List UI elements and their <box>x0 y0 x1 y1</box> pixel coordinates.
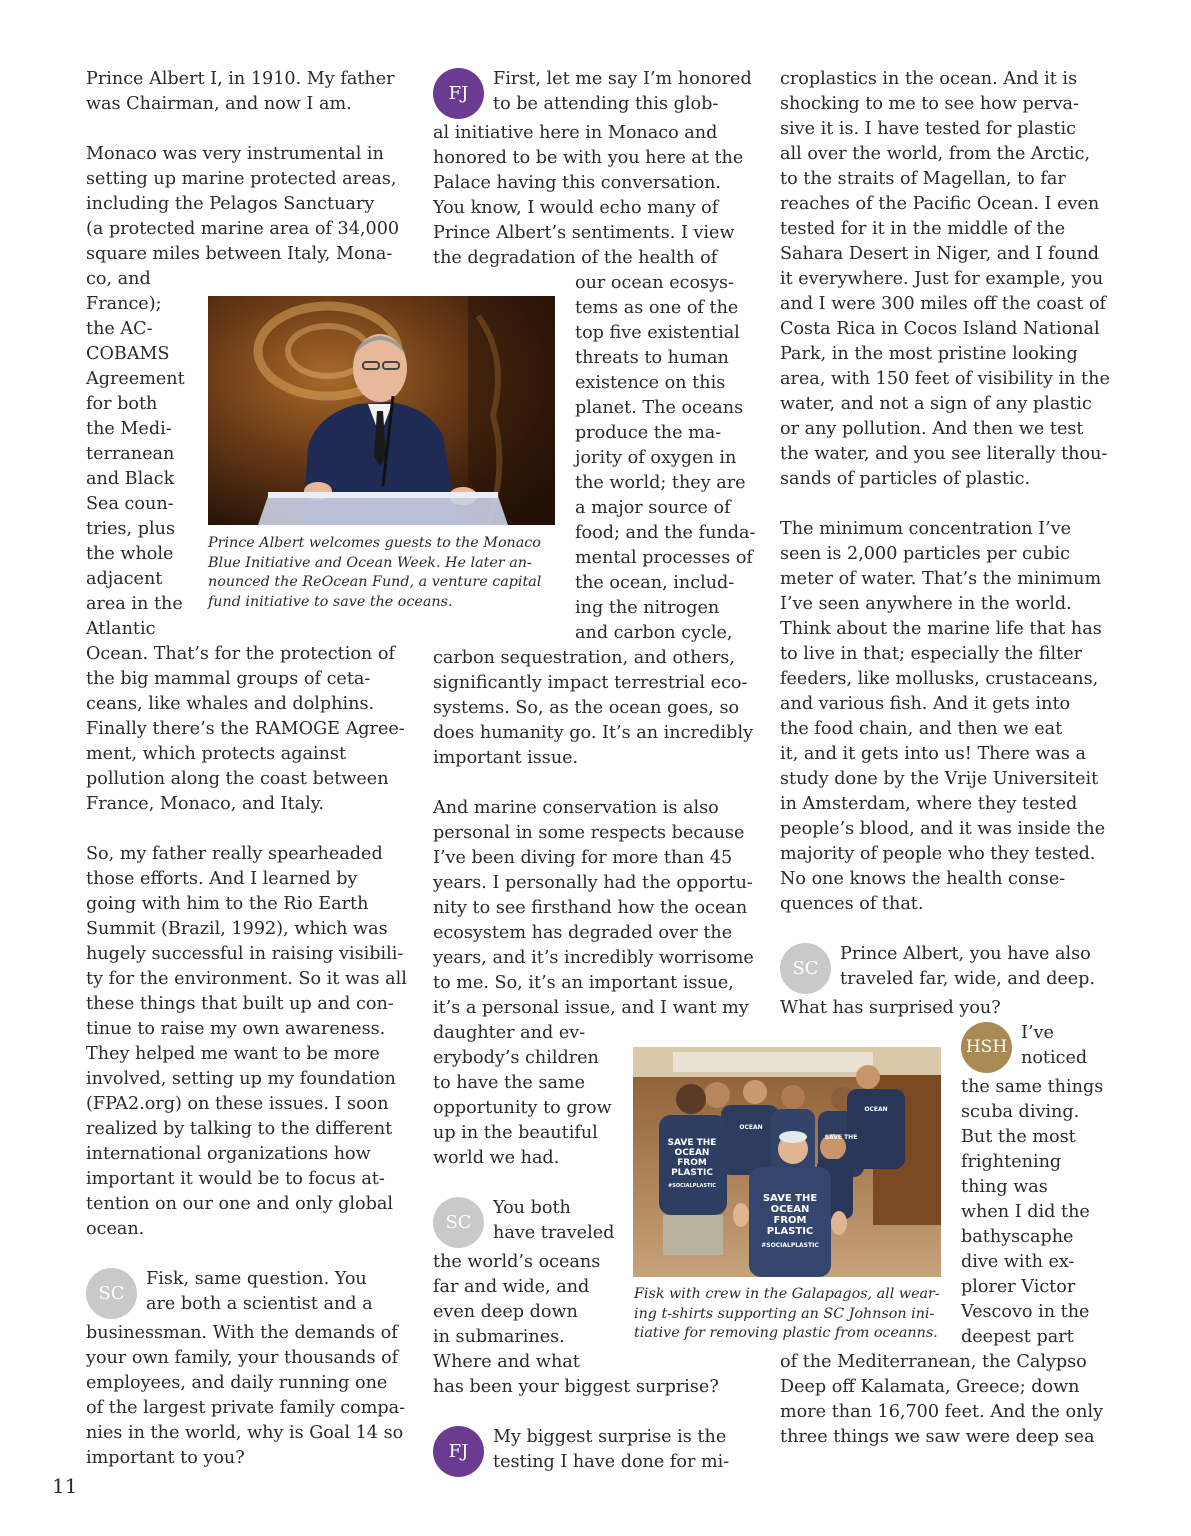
shirt-print: SAVE THE <box>667 1138 717 1148</box>
speaker-badge-fj: FJ <box>433 68 484 119</box>
shirt-print: OCEAN <box>770 1204 810 1215</box>
shirt-print: SAVE THE <box>762 1193 818 1204</box>
speaker-badge-hsh: HSH <box>961 1022 1012 1073</box>
paragraph: And marine conservation is also personal in some respects because I’ve been diving for more than 45 years. I personally had the opportu- nity to see firsthand how the ocean ecosystem has degraded over the years, and it’s incredibly worrisome to me. So, it’s an important issue, it’s a personal issue, and I want my daughter and ev- erybody’s children to have the same opportunity to grow up in the beautiful world we had. <box>433 798 754 1168</box>
paragraph-continued: of the Mediterranean, the Calypso Deep off Kalamata, Greece; down more than 16,700 feet. And the only three things we saw were deep sea <box>780 1352 1104 1447</box>
paragraph: So, my father really spearheaded those efforts. And I learned by going with him to the Rio Earth Summit (Brazil, 1992), which was hugely successful in raising visibili- ty for the environment. So it was all these things that built up and con- tinue to raise my own awareness. They helped me want to be more involved, setting up my foundation (FPA2.org) on these issues. I soon realized by talking to the different international organizations how important it would be to focus at- tention on our one and only global ocean. <box>86 844 407 1239</box>
question-block: SC Prince Albert, you have also traveled far, wide, and deep. What has surprised you? <box>780 944 1096 1018</box>
paragraph: The minimum concentration I’ve seen is 2,000 particles per cubic meter of water. That’s the minimum I’ve seen anywhere in the world. Think about the marine life that has to live in that; especially the filter feeders, like mollusks, crustaceans, and various fish. And it gets into the food chain, and then we eat it, and it gets into us! There was a study done by the Vrije Universiteit in Amsterdam, where they tested people’s blood, and it was inside the majority of people who they tested. No one knows the health conse- quences of that. <box>780 519 1106 914</box>
shirt-print: PLASTIC <box>671 1168 713 1178</box>
question-block: SC Fisk, same question. You are both a scientist and a businessman. With the demands of your own family, your thousands of employees, and daily running one of the largest private family compa- nies in the world, why is Goal 14 so important to you? <box>86 1269 406 1468</box>
column-1 <box>86 67 406 1471</box>
speaker-badge-sc: SC <box>433 1197 484 1248</box>
photo-caption: Prince Albert welcomes guests to the Monaco Blue Initiative and Ocean Week. He later an- nounced the ReOcean Fund, a venture capital fund initiative to save the oceans. <box>208 535 542 610</box>
photo-caption: Fisk with crew in the Galapagos, all wear- ing t-shirts supporting an SC Johnson ini- tiative for removing plastic from oceanns. <box>634 1286 940 1341</box>
answer-block: FJ My biggest surprise is the testing I have done for mi- <box>433 1425 758 1475</box>
shirt-print: PLASTIC <box>766 1226 814 1237</box>
question-block: SC You both have traveled the world’s oceans far and wide, and even deep down in submarines. Where and what has been your biggest surprise? <box>433 1198 719 1397</box>
shirt-print: SAVE THE <box>824 1134 858 1141</box>
shirt-print: #SOCIALPLASTIC <box>668 1183 716 1189</box>
paragraph: croplastics in the ocean. And it is shocking to me to see how perva- sive it is. I have tested for plastic all over the world, from the Arctic, to the straits of Magellan, to far reaches of the Pacific Ocean. I even tested for it in the middle of the Sahara Desert in Niger, and I found it everywhere. Just for example, you and I were 300 miles off the coast of Costa Rica in Cocos Island National Park, in the most pristine looking area, with 150 feet of visibility in the water, and not a sign of any plastic or any pollution. And then we test the water, and you see literally thou- sands of particles of plastic. <box>780 69 1110 489</box>
paragraph: Monaco was very instrumental in setting up marine protected areas, including the Pelagos Sanctuary (a protected marine area of 34,000 square miles between Italy, Mona- co, and France); the AC- COBAMS Agreement for both the Medi- terranean and Black Sea coun- tries, plus the whole adjacent area in the Atlantic Ocean. That’s for the protection of the big mammal groups of ceta- ceans, like whales and dolphins. Finally there’s the RAMOGE Agree- ment, which protects against pollution along the coast between France, Monaco, and Italy. <box>86 144 405 814</box>
shirt-print: FROM <box>677 1158 707 1168</box>
speaker-badge-sc: SC <box>86 1268 137 1319</box>
shirt-print: OCEAN <box>864 1106 888 1113</box>
page-number: 11 <box>52 1474 78 1498</box>
speaker-badge-fj: FJ <box>433 1426 484 1477</box>
shirt-print: FROM <box>773 1215 807 1226</box>
paragraph: Prince Albert I, in 1910. My father was Chairman, and now I am. <box>86 69 395 114</box>
speaker-badge-sc: SC <box>780 943 831 994</box>
answer-block: FJ First, let me say I’m honored to be attending this glob- al initiative here in Monaco and honored to be with you here at the Palace having this conversation. You know, I would echo many of Prince Albert’s sentiments. I view the degradation of the health of our ocean ecosys- tems as one of the top five existential threats to human existence on this planet. The oceans produce the ma- jority of oxygen in the world; they are a major source of food; and the funda- mental processes of the ocean, includ- ing the nitrogen and carbon cycle, carbon sequestration, and others, significantly impact terrestrial eco- systems. So, as the ocean goes, so does humanity go. It’s an incredibly important issue. <box>433 69 756 768</box>
shirt-print: OCEAN <box>674 1148 710 1158</box>
shirt-print: #SOCIALPLASTIC <box>761 1242 819 1249</box>
column-3 <box>780 67 1110 1450</box>
shirt-print: OCEAN <box>739 1124 763 1131</box>
answer-block: HSH I’ve noticed the same things scuba diving. But the most frightening thing was when I did the bathyscaphe dive with ex- plorer Victor Vescovo in the deepest part <box>961 1023 1104 1347</box>
